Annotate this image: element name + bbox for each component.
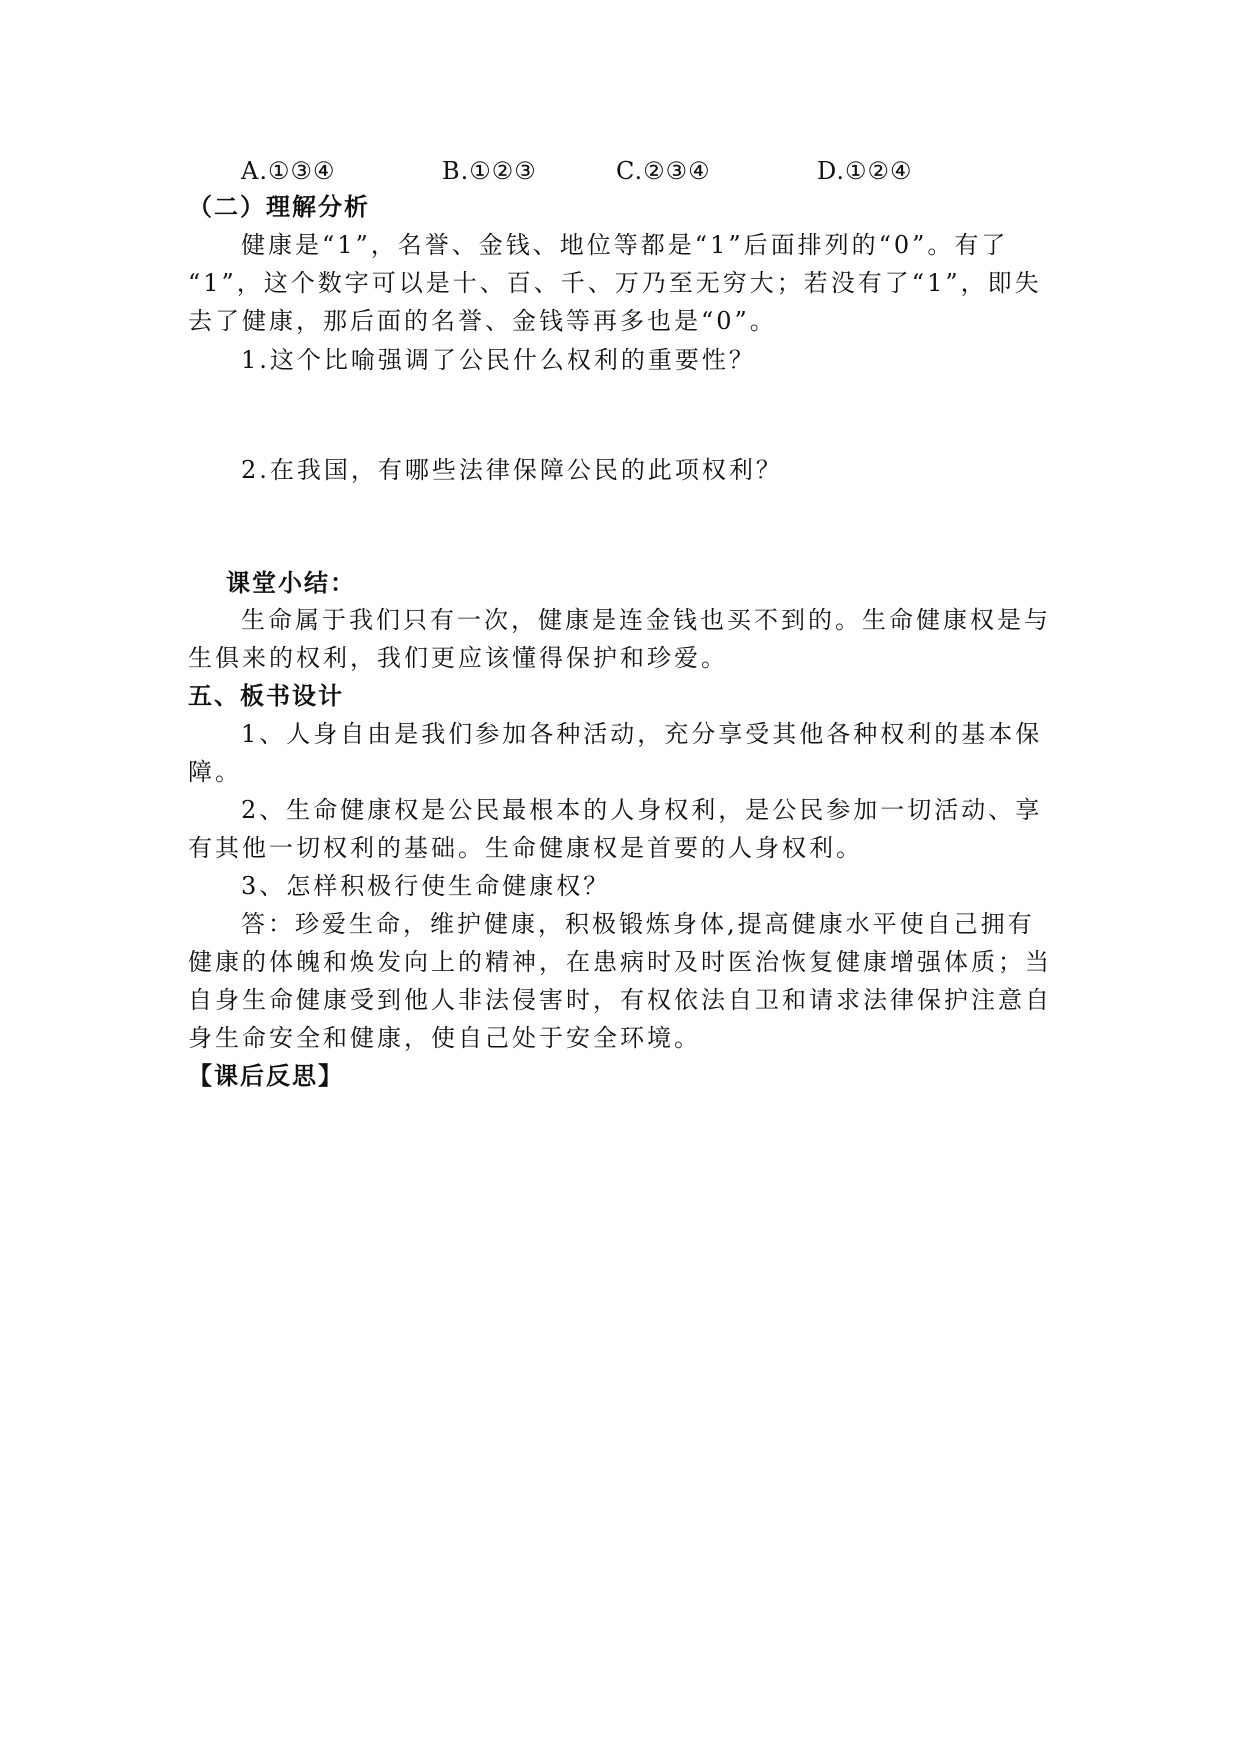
reflection-heading: 【课后反思】 bbox=[188, 1062, 344, 1090]
analysis-paragraph-line-3: 去了健康，那后面的名誉、金钱等再多也是“0”。 bbox=[188, 307, 777, 335]
section-heading-analysis: （二）理解分析 bbox=[188, 193, 370, 221]
summary-line-1: 生命属于我们只有一次，健康是连金钱也买不到的。生命健康权是与 bbox=[241, 606, 1051, 634]
option-d: D.①②④ bbox=[817, 157, 913, 185]
board-item-1-line-2: 障。 bbox=[188, 758, 242, 786]
board-answer-line-1: 答：珍爱生命，维护健康，积极锻炼身体,提高健康水平使自己拥有 bbox=[241, 910, 1035, 938]
board-answer-line-4: 身生命安全和健康，使自己处于安全环境。 bbox=[188, 1024, 701, 1052]
board-item-2-line-2: 有其他一切权利的基础。生命健康权是首要的人身权利。 bbox=[188, 834, 863, 862]
option-b: B.①②③ bbox=[442, 157, 537, 185]
board-answer-line-3: 自身生命健康受到他人非法侵害时，有权依法自卫和请求法律保护注意自 bbox=[188, 986, 1052, 1014]
question-2: 2.在我国，有哪些法律保障公民的此项权利？ bbox=[241, 456, 783, 484]
option-a: A.①③④ bbox=[241, 157, 336, 185]
board-answer-line-2: 健康的体魄和焕发向上的精神，在患病时及时医治恢复健康增强体质；当 bbox=[188, 948, 1052, 976]
board-item-3: 3、怎样积极行使生命健康权？ bbox=[241, 872, 611, 900]
summary-line-2: 生俱来的权利，我们更应该懂得保护和珍爱。 bbox=[188, 644, 728, 672]
analysis-paragraph-line-2: “1”，这个数字可以是十、百、千、万乃至无穷大；若没有了“1”，即失 bbox=[188, 269, 1042, 297]
summary-heading: 课堂小结： bbox=[226, 569, 356, 597]
board-design-heading: 五、板书设计 bbox=[188, 682, 344, 710]
board-item-2-line-1: 2、生命健康权是公民最根本的人身权利，是公民参加一切活动、享 bbox=[241, 796, 1043, 824]
option-c: C.②③④ bbox=[616, 157, 711, 185]
question-1: 1.这个比喻强调了公民什么权利的重要性？ bbox=[241, 346, 756, 374]
board-item-1-line-1: 1、人身自由是我们参加各种活动，充分享受其他各种权利的基本保 bbox=[241, 720, 1043, 748]
analysis-paragraph-line-1: 健康是“1”，名誉、金钱、地位等都是“1”后面排列的“0”。有了 bbox=[241, 231, 1009, 259]
